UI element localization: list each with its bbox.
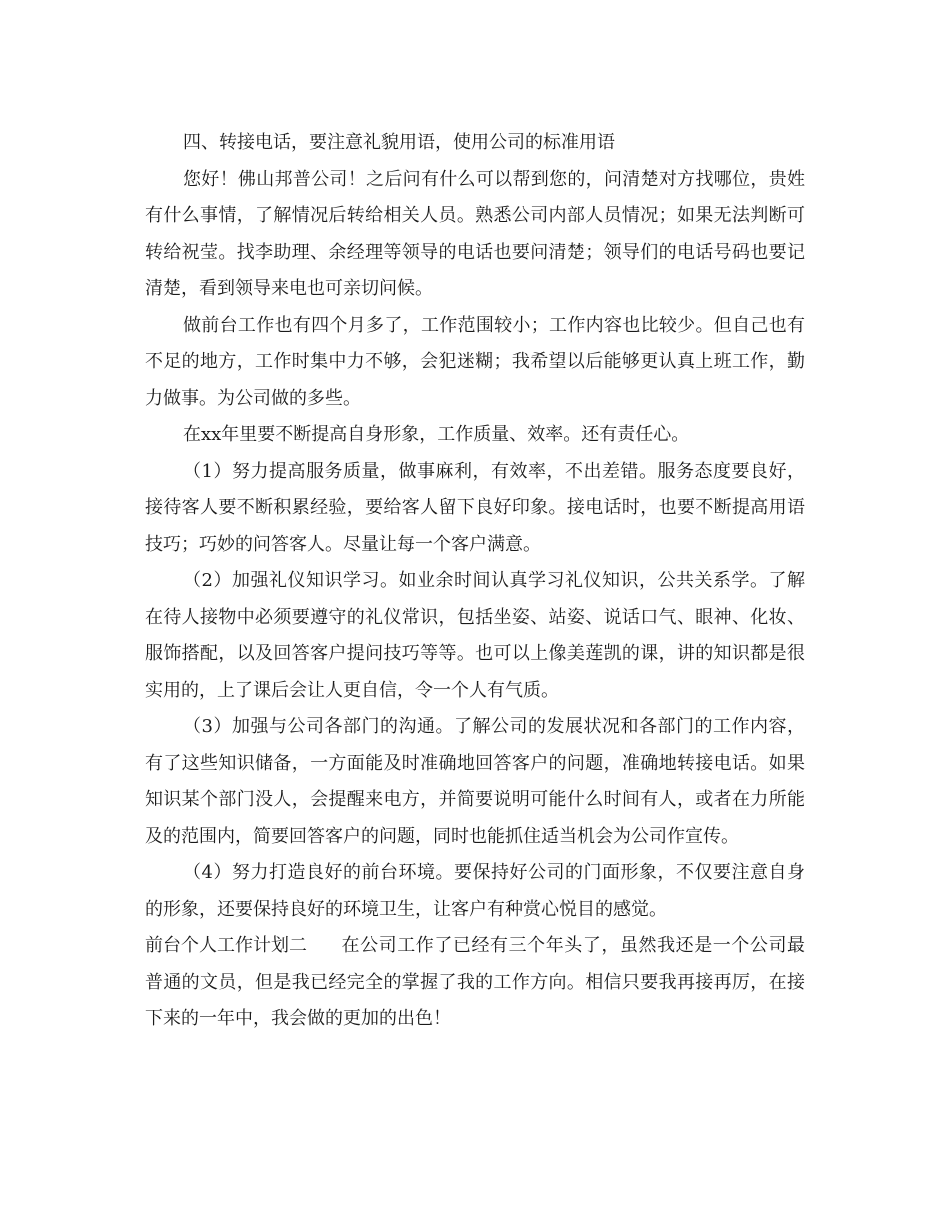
list-item-etiquette: （2）加强礼仪知识学习。如业余时间认真学习礼仪知识，公共关系学。了解在待人接物中必须要遵守的礼仪常识，包括坐姿、站姿、说话口气、眼神、化妆、服饰搭配，以及回答客户提问技巧等等。也可以上像美莲凯的课，讲的知识都是很实用的，上了课后会让人更自信，令一个人有气质。 bbox=[145, 570, 805, 701]
paragraph-phone-greeting: 您好！佛山邦普公司！之后问有什么可以帮到您的，问清楚对方找哪位，贵姓有什么事情，了解情况后转给相关人员。熟悉公司内部人员情况；如果无法判断可转给祝莹。找李助理、余经理等领导的电话也要问清楚；领导们的电话号码也要记清楚，看到领导来电也可亲切问候。 bbox=[145, 168, 805, 299]
paragraph-plan-two bbox=[145, 928, 805, 1038]
paragraph-self-review: 做前台工作也有四个月多了，工作范围较小；工作内容也比较少。但自己也有不足的地方，工作时集中力不够，会犯迷糊；我希望以后能够更认真上班工作，勤力做事。为公司做的多些。 bbox=[145, 314, 805, 409]
list-item-service-quality: （1）努力提高服务质量，做事麻利，有效率，不出差错。服务态度要良好，接待客人要不断积累经验，要给客人留下良好印象。接电话时，也要不断提高用语技巧；巧妙的问答客人。尽量让每一个客户满意。 bbox=[145, 460, 805, 555]
paragraph-yearly-goal: 在xx年里要不断提高自身形象，工作质量、效率。还有责任心。 bbox=[183, 424, 690, 445]
plan-two-title: 前台个人工作计划二 bbox=[145, 935, 307, 956]
list-item-front-desk-environment: （4）努力打造良好的前台环境。要保持好公司的门面形象，不仅要注意自身的形象，还要保持良好的环境卫生，让客户有种赏心悦目的感觉。 bbox=[145, 862, 805, 920]
section-heading-phone-transfer: 四、转接电话，要注意礼貌用语，使用公司的标准用语 bbox=[183, 132, 615, 153]
document-page bbox=[145, 125, 805, 1038]
list-item-communication: （3）加强与公司各部门的沟通。了解公司的发展状况和各部门的工作内容，有了这些知识储备，一方面能及时准确地回答客户的问题，准确地转接电话。如果知识某个部门没人，会提醒来电方，并简要说明可能什么时间有人，或者在力所能及的范围内，简要回答客户的问题，同时也能抓住适当机会为公司作宣传。 bbox=[145, 716, 805, 847]
plan-two-body: 在公司工作了已经有三个年头了，虽然我还是一个公司最普通的文员，但是我已经完全的掌握了我的工作方向。相信只要我再接再厉，在接下来的一年中，我会做的更加的出色！ bbox=[145, 935, 805, 1029]
